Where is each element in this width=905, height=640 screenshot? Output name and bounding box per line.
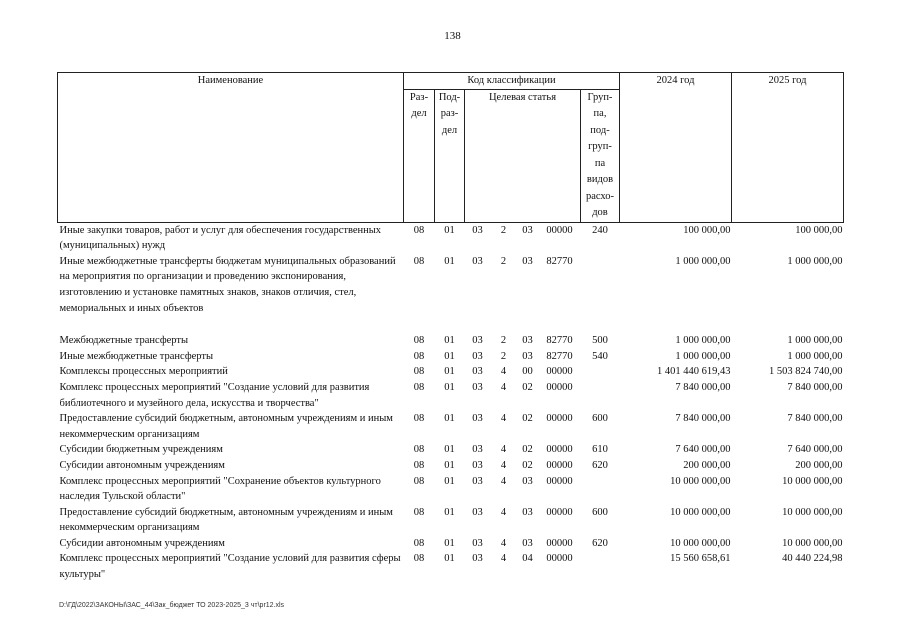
row-subsection: 01 [444, 366, 455, 378]
row-article-program: 03 [472, 506, 483, 518]
row-section: 08 [413, 255, 425, 267]
row-article-type: 4 [500, 381, 507, 393]
header-target-article: Целевая статья [465, 89, 581, 222]
file-path-footer: D:\ГД\2022\ЗАКОНЫ\ЗАС_44\Зак_бюджет ТО 2023-2025_3 чт\pr12.xls [59, 602, 285, 609]
row-article-program: 03 [472, 413, 483, 425]
row-amount-2024: 7 640 000,00 [675, 444, 731, 456]
budget-table [57, 72, 844, 583]
row-article-block: 02 [522, 444, 533, 456]
row-expense-group: 540 [592, 350, 608, 362]
row-article-direction: 00000 [546, 381, 573, 393]
row-article-type: 2 [500, 224, 507, 236]
row-amount-2024: 100 000,00 [683, 224, 731, 236]
row-name: Субсидии бюджетным учреждениям [59, 444, 223, 456]
row-section: 08 [413, 224, 425, 236]
table-row [58, 474, 844, 505]
page-number: 138 [444, 30, 461, 42]
row-article-type: 4 [500, 506, 507, 518]
row-article-type: 4 [500, 475, 507, 487]
row-expense-group: 600 [592, 413, 608, 425]
table-row [58, 222, 844, 254]
row-article-type: 4 [500, 537, 507, 549]
row-article-direction: 82770 [546, 335, 573, 347]
row-subsection: 01 [444, 444, 455, 456]
row-article-direction: 00000 [546, 475, 573, 487]
row-amount-2024: 10 000 000,00 [670, 506, 731, 518]
row-article-program: 03 [472, 350, 483, 362]
row-article-direction: 00000 [546, 224, 573, 236]
row-amount-2025: 7 840 000,00 [787, 381, 843, 393]
row-article-block: 02 [522, 459, 533, 471]
row-amount-2024: 1 000 000,00 [675, 255, 731, 267]
row-article-block: 03 [522, 224, 533, 236]
row-article-direction: 00000 [546, 506, 573, 518]
row-article-direction: 82770 [546, 255, 573, 267]
header-code-group: Код классификации [404, 73, 620, 90]
row-section: 08 [413, 553, 425, 565]
row-subsection: 01 [444, 506, 455, 518]
row-section: 08 [413, 381, 425, 393]
row-subsection: 01 [444, 475, 455, 487]
row-name: Комплексы процессных мероприятий [59, 366, 228, 378]
row-amount-2025: 40 440 224,98 [782, 553, 843, 565]
header-name: Наименование [58, 73, 404, 223]
row-section: 08 [413, 475, 425, 487]
row-amount-2024: 7 840 000,00 [675, 381, 731, 393]
row-article-direction: 00000 [546, 444, 573, 456]
row-expense-group [581, 474, 620, 505]
row-name: Комплекс процессных мероприятий "Создание условий для развития сферы культуры" [59, 553, 401, 581]
row-amount-2025: 1 000 000,00 [787, 255, 843, 267]
row-amount-2025: 1 503 824 740,00 [769, 366, 843, 378]
row-section: 08 [413, 413, 425, 425]
row-article-block: 03 [522, 350, 533, 362]
row-expense-group: 620 [592, 537, 608, 549]
row-name: Субсидии автономным учреждениям [59, 459, 225, 471]
row-article-program: 03 [472, 459, 483, 471]
row-article-program: 03 [472, 444, 483, 456]
row-article-direction: 00000 [546, 366, 573, 378]
row-amount-2025: 100 000,00 [795, 224, 843, 236]
row-article-direction: 82770 [546, 350, 573, 362]
row-subsection: 01 [444, 224, 455, 236]
row-article-program: 03 [472, 381, 483, 393]
row-subsection: 01 [444, 537, 455, 549]
row-article-direction: 00000 [546, 413, 573, 425]
row-amount-2024: 1 000 000,00 [675, 350, 731, 362]
row-section: 08 [413, 444, 425, 456]
row-subsection: 01 [444, 350, 455, 362]
row-section: 08 [413, 335, 425, 347]
table-row [58, 333, 844, 349]
row-amount-2024: 1 000 000,00 [675, 335, 731, 347]
table-body [58, 222, 844, 583]
row-subsection: 01 [444, 381, 455, 393]
row-article-block: 03 [522, 255, 533, 267]
row-expense-group: 610 [592, 444, 608, 456]
row-section: 08 [413, 537, 425, 549]
row-section: 08 [413, 506, 425, 518]
row-article-program: 03 [472, 224, 483, 236]
row-article-block: 04 [522, 553, 533, 565]
table-row [58, 411, 844, 442]
header-subsection: Под- раз- дел [435, 89, 465, 222]
row-article-block: 03 [522, 506, 533, 518]
header-year-2025: 2025 год [732, 73, 844, 223]
table-row [58, 458, 844, 474]
row-name: Предоставление субсидий бюджетным, автономным учреждениям и иным некоммерческим организациям [59, 506, 393, 534]
row-amount-2025: 200 000,00 [795, 459, 843, 471]
row-article-block: 02 [522, 413, 533, 425]
row-article-type: 2 [500, 335, 507, 347]
row-article-type: 4 [500, 413, 507, 425]
row-amount-2024: 200 000,00 [683, 459, 731, 471]
row-article-block: 00 [522, 366, 533, 378]
row-expense-group [581, 364, 620, 380]
row-amount-2025: 7 840 000,00 [787, 413, 843, 425]
table-row [58, 551, 844, 582]
table-row [58, 349, 844, 365]
header-year-2024: 2024 год [620, 73, 732, 223]
row-amount-2024: 7 840 000,00 [675, 413, 731, 425]
row-name: Иные межбюджетные трансферты бюджетам муниципальных образований на мероприятия по организации и проведению экспонирования, изготовлению и установке памятных знаков, знаков отличия, стел, мемориальных и иных объектов [59, 255, 396, 314]
row-article-type: 4 [500, 459, 507, 471]
row-name: Субсидии автономным учреждениям [59, 537, 225, 549]
table-row [58, 364, 844, 380]
row-name: Комплекс процессных мероприятий "Создание условий для развития библиотечного и музейного дела, искусства и творчества" [59, 381, 370, 409]
table-row [58, 505, 844, 536]
row-section: 08 [413, 350, 425, 362]
row-name: Межбюджетные трансферты [59, 335, 189, 347]
row-expense-group [581, 551, 620, 582]
row-amount-2025: 1 000 000,00 [787, 350, 843, 362]
row-amount-2025: 10 000 000,00 [782, 506, 843, 518]
row-section: 08 [413, 366, 425, 378]
row-name: Комплекс процессных мероприятий "Сохранение объектов культурного наследия Тульской области" [59, 475, 381, 503]
row-article-program: 03 [472, 366, 483, 378]
row-name: Иные межбюджетные трансферты [59, 350, 214, 362]
table-row [58, 536, 844, 552]
row-subsection: 01 [444, 335, 455, 347]
row-amount-2025: 10 000 000,00 [782, 475, 843, 487]
row-article-type: 4 [500, 366, 507, 378]
row-amount-2024: 15 560 658,61 [670, 553, 731, 565]
row-expense-group [581, 254, 620, 333]
table-row [58, 380, 844, 411]
row-article-program: 03 [472, 537, 483, 549]
row-article-block: 03 [522, 335, 533, 347]
row-article-type: 4 [500, 553, 507, 565]
row-article-type: 2 [500, 350, 507, 362]
row-article-type: 4 [500, 444, 507, 456]
row-name: Предоставление субсидий бюджетным, автономным учреждениям и иным некоммерческим организациям [59, 413, 393, 440]
row-expense-group: 500 [592, 335, 608, 347]
row-article-program: 03 [472, 553, 483, 565]
row-article-block: 03 [522, 475, 533, 487]
row-amount-2024: 10 000 000,00 [670, 537, 731, 549]
table-row [58, 442, 844, 458]
row-expense-group: 600 [592, 506, 608, 518]
row-subsection: 01 [444, 255, 455, 267]
row-amount-2025: 7 640 000,00 [787, 444, 843, 456]
row-subsection: 01 [444, 553, 455, 565]
row-expense-group [581, 380, 620, 411]
row-amount-2025: 10 000 000,00 [782, 537, 843, 549]
row-expense-group: 620 [592, 459, 608, 471]
row-article-program: 03 [472, 255, 483, 267]
header-expense-group: Груп- па, под- груп- па видов расхо- дов [581, 89, 620, 222]
row-article-block: 02 [522, 381, 533, 393]
row-subsection: 01 [444, 459, 455, 471]
row-amount-2025: 1 000 000,00 [787, 335, 843, 347]
row-article-direction: 00000 [546, 553, 573, 565]
row-amount-2024: 1 401 440 619,43 [657, 366, 731, 378]
row-expense-group: 240 [592, 224, 608, 236]
row-name: Иные закупки товаров, работ и услуг для обеспечения государственных (муниципальных) нужд [59, 224, 382, 252]
row-article-direction: 00000 [546, 459, 573, 471]
row-article-program: 03 [472, 475, 483, 487]
row-article-type: 2 [500, 255, 507, 267]
row-subsection: 01 [444, 413, 455, 425]
row-amount-2024: 10 000 000,00 [670, 475, 731, 487]
row-article-direction: 00000 [546, 537, 573, 549]
row-section: 08 [413, 459, 425, 471]
table-row [58, 254, 844, 333]
header-section: Раз- дел [404, 89, 435, 222]
row-article-program: 03 [472, 335, 483, 347]
row-article-block: 03 [522, 537, 533, 549]
